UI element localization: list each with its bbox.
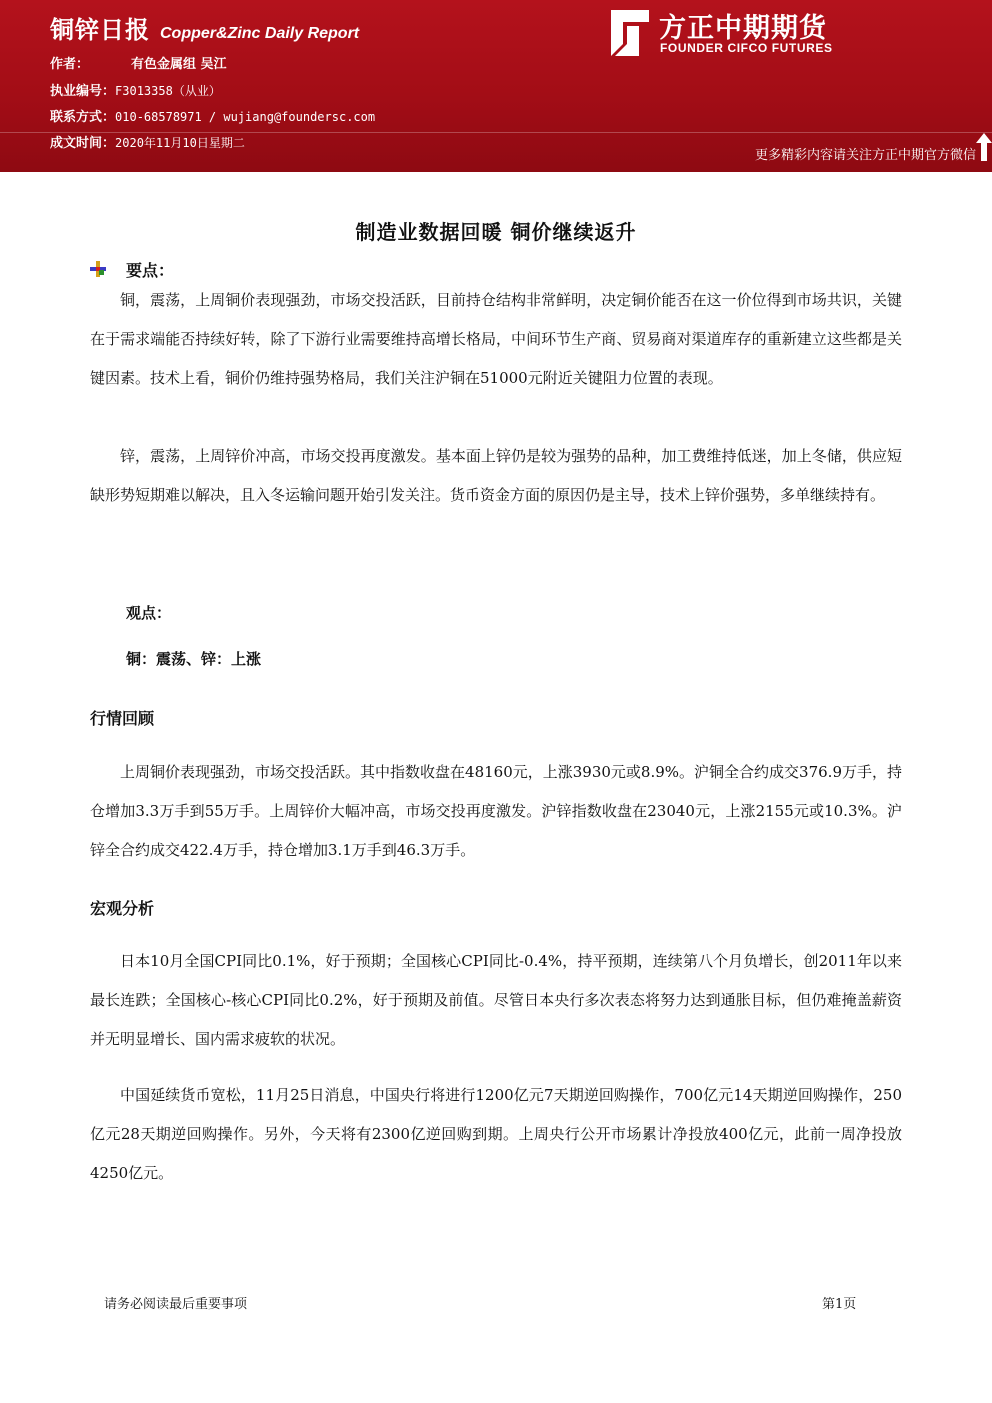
date-value: 2020年11月10日星期二: [115, 136, 245, 150]
keypoint-zinc: 锌，震荡，上周锌价冲高，市场交投再度激发。基本面上锌仍是较为强势的品种，加工费维持低迷，加上冬储，供应短缺形势短期难以解决，且入冬运输问题开始引发关注。货币资金方面的原因仍是主导，技术上锌价强势，多单继续持有。: [90, 447, 902, 504]
report-header: [0, 0, 992, 172]
logo-text-cn: 方正中期期货: [659, 13, 827, 44]
keypoint-copper: 铜，震荡，上周铜价表现强劲，市场交投活跃，目前持仓结构非常鲜明，决定铜价能否在这一价位得到市场共识，关键在于需求端能否持续好转，除了下游行业需要维持高增长格局，中间环节生产商、贸易商对渠道库存的重新建立这些都是关键因素。技术上看，铜价仍维持强势格局，我们关注沪铜在51000元附近关键阻力位置的表现。: [90, 291, 902, 387]
report-title-cn: 铜锌日报: [50, 16, 150, 44]
market-review-heading: 行情回顾: [90, 709, 155, 728]
macro-heading: 宏观分析: [90, 899, 155, 918]
view-label: 观点：: [126, 604, 172, 622]
market-review-paragraph: 上周铜价表现强劲，市场交投活跃。其中指数收盘在48160元，上涨3930元或8.9%。沪铜全合约成交376.9万手，持仓增加3.3万手到55万手。上周锌价大幅冲高，市场交投再度激发。沪锌指数收盘在23040元，上涨2155元或10.3%。沪锌全合约成交422.4万手，持仓增加3.1万手到46.3万手。: [90, 763, 902, 859]
bullet-icon: [90, 261, 106, 277]
company-logo: [603, 8, 863, 60]
contact-row: [50, 107, 375, 133]
author-row: [50, 55, 375, 81]
view-text: 铜：震荡、锌：上涨: [126, 650, 262, 668]
report-title-en: Copper&Zinc Daily Report: [160, 25, 360, 42]
founder-logo-icon: [603, 10, 649, 56]
macro-paragraph-china: 中国延续货币宽松，11月25日消息，中国央行将进行1200亿元7天期逆回购操作，700亿元14天期逆回购操作，250亿元28天期逆回购操作。另外，今天将有2300亿逆回购到期。上周央行公开市场累计净投放400亿元，此前一周净投放4250亿元。: [90, 1086, 902, 1182]
author-label: 作者：: [50, 57, 90, 72]
footer-notice: 请务必阅读最后重要事项: [104, 1297, 248, 1312]
author-meta: [50, 55, 375, 159]
page-number: 第1页: [822, 1297, 857, 1312]
macro-paragraph-japan: 日本10月全国CPI同比0.1%，好于预期；全国核心CPI同比-0.4%，持平预期，连续第八个月负增长，创2011年以来最长连跌；全国核心-核心CPI同比0.2%，好于预期及前值。尽管日本央行多次表态将努力达到通胀目标，但仍难掩盖薪资并无明显增长、国内需求疲软的状况。: [90, 952, 902, 1048]
license-row: [50, 81, 375, 107]
document-title: 制造业数据回暖 铜价继续返升: [355, 220, 637, 244]
wechat-follow-note: 更多精彩内容请关注方正中期官方微信: [754, 148, 976, 163]
up-arrow-icon: [976, 133, 992, 161]
contact-label: 联系方式：: [50, 110, 116, 125]
header-divider: [0, 132, 992, 133]
contact-value: 010-68578971 / wujiang@foundersc.com: [115, 110, 376, 124]
license-value: F3013358（从业）: [115, 84, 221, 98]
keypoints-label: 要点：: [126, 261, 175, 280]
date-row: [50, 133, 375, 159]
report-title-block: [50, 10, 359, 45]
logo-text-en: FOUNDER CIFCO FUTURES: [660, 41, 833, 55]
license-label: 执业编号：: [50, 84, 116, 99]
date-label: 成文时间：: [50, 136, 116, 151]
author-value: 有色金属组 吴江: [131, 57, 227, 72]
